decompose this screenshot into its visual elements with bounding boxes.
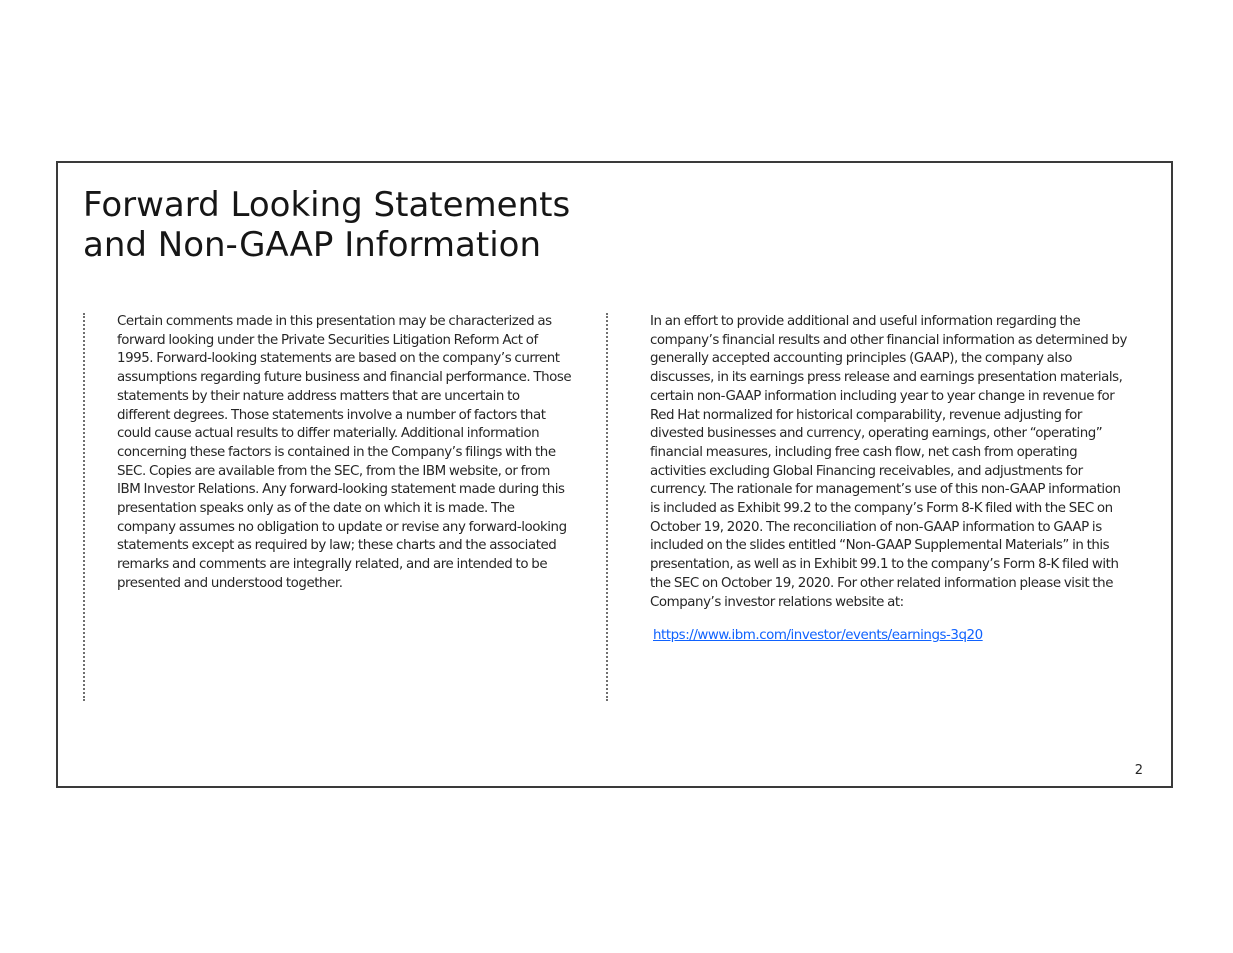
page-number: 2 (1134, 763, 1143, 778)
slide-title (83, 185, 570, 265)
slide-title-line-2: and Non-GAAP Information (83, 225, 542, 265)
non-gaap-column (606, 313, 1136, 701)
slide-title-line-1: Forward Looking Statements (83, 185, 571, 225)
non-gaap-paragraph: In an effort to provide additional and useful information regarding the company’s financial results and other financial information as determined by generally accepted accounting principles (GAAP), the company also discusses, in its earnings press release and earnings presentation materials, certain non-GAAP information including year to year change in revenue for Red Hat normalized for historical comparability, revenue adjusting for divested businesses and currency, operating earnings, other “operating” financial measures, including free cash flow, net cash from operating activities excluding Global Financing receivables, and adjustments for currency. The rationale for management’s use of this non-GAAP information is included as Exhibit 99.2 to the company’s Form 8-K filed with the SEC on October 19, 2020. The reconciliation of non-GAAP information to GAAP is included on the slides entitled “Non-GAAP Supplemental Materials” in this presentation, as well as in Exhibit 99.1 to the company’s Form 8-K filed with the SEC on October 19, 2020. For other related information please visit the Company’s investor relations website at: (650, 314, 1128, 610)
forward-looking-column (83, 313, 583, 701)
investor-relations-link[interactable]: https://www.ibm.com/investor/events/earnings-3q20 (653, 628, 983, 644)
forward-looking-paragraph: Certain comments made in this presentation may be characterized as forward looking under the Private Securities Litigation Reform Act of 1995. Forward-looking statements are based on the company’s current assumptions regarding future business and financial performance. Those statements by their nature address matters that are uncertain to different degrees. Those statements involve a number of factors that could cause actual results to differ materially. Additional information concerning these factors is contained in the Company’s filings with the SEC. Copies are available from the SEC, from the IBM website, or from IBM Investor Relations. Any forward-looking statement made during this presentation speaks only as of the date on which it is made. The company assumes no obligation to update or revise any forward-looking statements except as required by law; these charts and the associated remarks and comments are integrally related, and are intended to be presented and understood together. (117, 314, 572, 591)
slide (56, 161, 1173, 788)
